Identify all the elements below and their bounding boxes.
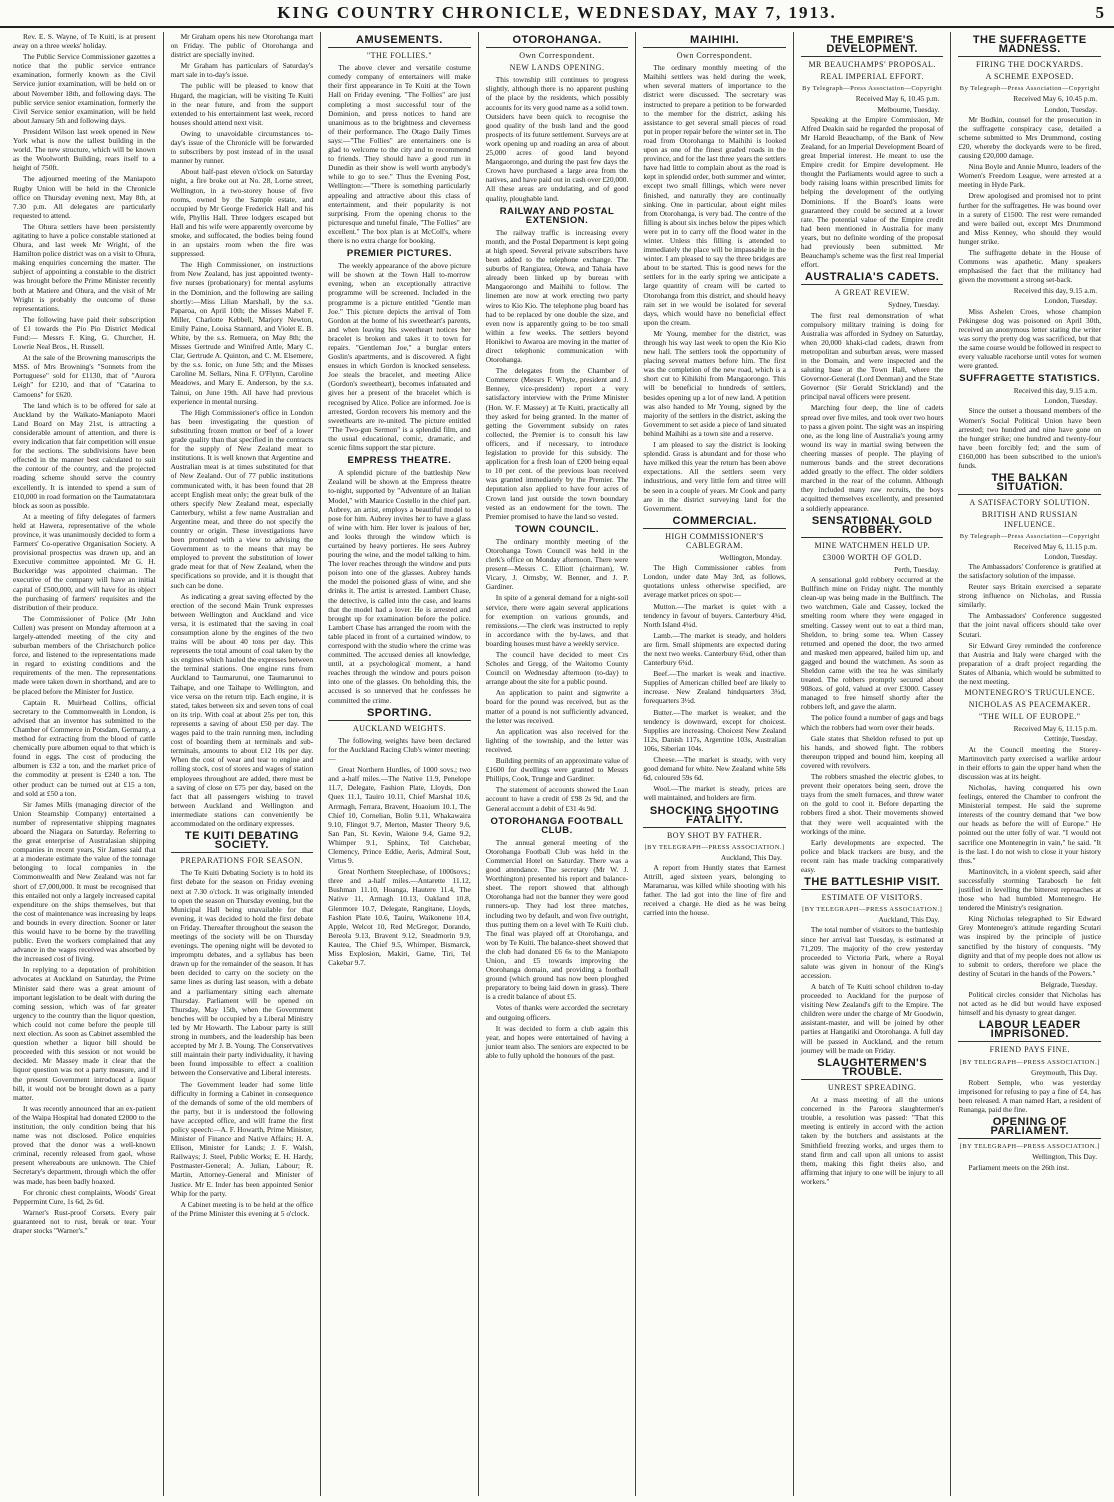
sub-heading: FIRING THE DOCKYARDS. [976, 60, 1084, 70]
paragraph: A batch of Te Kuiti school children to-day proceeded to Auckland for the purpose of visiting New Zealand's gift to the Empire. The children were under the charge of Mr Goodwin, assistant-master, and will be joined by other parties at Hangatiki and Otorohanga. A full day will be passed in Auckland, and the return journey will be made on Friday. [800, 982, 944, 1055]
paragraph: In spite of a general demand for a night-soil service, there were again several applications for exemption on various grounds, and remissions.—The clerk was instructed to reply in accordance with the by-laws, and that boarding houses must have a weekly service. [485, 593, 629, 648]
sub-heading: MONTENEGRO'S TRUCULENCE. [964, 688, 1096, 698]
column-2 [164, 32, 322, 1496]
sub-heading: "THE FOLLIES." [366, 51, 432, 61]
section-heading: TE KUITI DEBATING SOCIETY. [171, 832, 314, 853]
sub-heading: Own Correspondent. [676, 51, 753, 61]
dateline: Greymouth, This Day. [1031, 1067, 1098, 1077]
section-heading: LABOUR LEADER IMPRISONED. [958, 1021, 1101, 1042]
dateline: Sydney, Tuesday. [888, 300, 940, 310]
paragraph: At a mass meeting of all the unions concerned in the Pareora slaughtermen's trouble, a resolution was passed: "That this meeting is entirely in accord with the action taken by the butchers and assistants at the Smithfield freezing works, and urges them to stand firm and call upon all unions to assist them, making this fight theirs also, and affirming that injury to one will be injury to all workers." [800, 1095, 944, 1186]
telegraph-credit: By Telegraph—Press Association—Copyright [959, 532, 1100, 540]
paragraph: Robert Semple, who was yesterday imprisoned for refusing to pay a fine of £4, has been released. A man named Hart, a resident of Runanga, paid the fine. [958, 1077, 1102, 1115]
dateline: Received May 6, 11.15 p.m. [1013, 541, 1098, 551]
paragraph: Since the outset a thousand members of the Women's Social Political Union have been arrested; two hundred and nine have gone on the hunger strike; one hundred and twenty-four have been forcibly fed; and the sum of £160,000 has been subscribed to the union's funds. [958, 406, 1102, 471]
paragraph: The annual general meeting of the Otorohanga Football Club was held in the Commercial Hotel on Saturday. There was a good attendance. The secretary (Mr W. J. Worthington) presented his report and balance-sheet. The report showed that although Otorohanga had not the banner they were good runners-up. They had lost three matches, including two by default, and won five outright, thus putting them on a level with Te Kuiti club. The final was played off at Otorohanga, and won by Te Kuiti. The balance-sheet showed that the club had donated £6 6s to the Maniapoto Union, and £5 towards improving the Otorohanga domain, and providing a football ground (which ground has now been ploughed preparatory to being laid down in grass). There is a credit balance of about £5. [485, 837, 629, 1002]
dateline: Received May 6, 11.15 p.m. [1013, 724, 1098, 734]
paragraph: Great Northern Steeplechase, of 1000sovs.; three and a-half miles.—Antarette 11.12, Bushman 11.10, Hoanga, Hautere 11.4, The Native 11, Armagh 10.13, Oakland 10.8, Glenmore 10.7, Delegate, Rangitane, Lloyds, Fashion Plate 10.6, Tauiru, Waikonene 10.4, Apple, Welcot 10, Red McGregor, Dorando, Bereola 9.13, Bravent 9.12, Steadmorin 9.9, Kautea, The Chief 9.5, Whimper, Bismarck, Miss Explosion, Makiri, Game, Tiri, Tel Cakebar 9.7. [328, 867, 471, 968]
paragraph: The council have decided to meet Crs Scholes and Gregg, of the Waitomo County Council on Wednesday afternoon (to-day) to arrange about the site for a public pound. [485, 650, 629, 687]
section-heading: RAILWAY AND POSTAL EXTENSION. [499, 205, 615, 226]
section-heading: SENSATIONAL GOLD ROBBERY. [801, 517, 944, 538]
section-heading: OPENING OF PARLIAMENT. [958, 1118, 1101, 1139]
section-heading: TOWN COUNCIL. [515, 523, 599, 535]
section-heading: THE EMPIRE'S DEVELOPMENT. [801, 36, 944, 57]
paragraph: The Ambassadors' Conference is gratified at the satisfactory solution of the impasse. [958, 561, 1102, 580]
paragraph: King Nicholas telegraphed to Sir Edward Grey Montenegro's attitude regarding Scutari was inspired by the principle of justice sanctified by the history of conquests. "My dignity and that of my people does not allow us to submit to orders, therefore we place the destiny of Scutari in the hands of the Powers." [958, 914, 1102, 978]
section-heading: OTOROHANGA. [486, 36, 629, 48]
sub-heading: MINE WATCHMEN HELD UP. [814, 540, 930, 550]
telegraph-credit: [BY TELEGRAPH—PRESS ASSOCIATION.] [802, 906, 943, 914]
paragraph: An application was also received for the lighting of the township, and the letter was received. [485, 726, 629, 754]
paragraph: Lamb.—The market is steady, and holders are firm. Small shipments are expected during the next two weeks. Canterbury 6¼d, other than Canterbury 6¼d. [643, 630, 786, 668]
paragraph: Votes of thanks were accorded the secretary and outgoing officers. [485, 1003, 629, 1022]
column-1 [6, 32, 164, 1496]
paragraph: Sir James Mills (managing director of the Union Steamship Company) entertained a number of representative shipping magnates aboard the Niagara on Saturday. Referring to the great enterprise of Australasian shipping companies in recent years, Sir James said that at a moderate estimate the value of the tonnage belonging to local companies in the Commonwealth and New Zealand was not far short of £7,000,000. It must be recognised that this entailed not only a largely increased capital expenditure on the ships themselves, but that the cost of maintenance was increasing by leaps and bounds in every direction. Sooner or later this would have to be borne by the travelling public. Even the workers complained that any advance in the wages received was absorbed by the increased cost of living. [13, 799, 156, 964]
paragraph: The first real demonstration of what compulsory military training is doing for Australia was afforded in Sydney on Saturday, when 20,000 khaki-clad cadets, drawn from metropolitan and suburban areas, were massed in the Domain, and were inspected and the saluting base at the Town Hall, where the Governor-General (Lord Denman) and the State Governor (Sir Gerald Strickland) and the principal naval officers were present. [800, 310, 944, 402]
sub-heading: PREPARATIONS FOR SEASON. [180, 856, 304, 866]
paragraph: The police found a number of gags and bags which the robbers had worn over their heads. [800, 713, 944, 732]
paragraph: The land which is to be offered for sale at Auckland by the Waikato-Maniapoto Maori Land Board on May 21st, is attracting a considerable amount of attention, and there is every indication that fair competition will ensue for the sections. The subdivisions have been effected in the manner best calculated to suit the contour of the country, and the projected roading scheme should serve the country excellently. It is intended to spend a sum of £10,000 in road formation on the Taumatatotara block as soon as possible. [13, 400, 156, 510]
section-heading: MAIHIHI. [643, 36, 786, 48]
sub-heading: NICHOLAS AS PEACEMAKER. [968, 700, 1091, 710]
sub-heading: "THE WILL OF EUROPE." [979, 712, 1081, 722]
column-6 [794, 32, 952, 1496]
sub-heading: A GREAT REVIEW. [834, 288, 910, 298]
section-heading: EMPRESS THEATRE. [347, 455, 452, 467]
paragraph: At a meeting of fifty delegates of farmers held at Hawera, representative of the whole province, it was unanimously decided to form a Farmers' Co-operative Organisation Society. A provisional prospectus was drawn up, and an Executive committee appointed. Mr G. H. Buckeridge was appointed chairman. The executive of the company will have an initial capital of £500,000, and will have for its object the purchasing of farmers' requisites and the distribution of their produce. [13, 511, 156, 612]
paragraph: Nicholas, having conquered his own feelings, entered the Chamber to confront the Ministerial tempest. He said the supreme interests of the country demand that "we bow our heads as before the will of Europe." He pointed out the utter folly of war. "I would not sacrifice one Montenegrin in vain," he said. "It is the last. I do not wish to close it your history thus." [958, 782, 1102, 865]
paragraph: Mr Bodkin, counsel for the prosecution in the suffragette conspiracy case, detailed a scheme submitted to Mrs Drummond, costing £20, whereby the dockyards were to be fired, causing £20,000 damage. [958, 114, 1102, 161]
dateline: London, Tuesday. [1044, 396, 1098, 406]
dateline: Wellington, This Day. [1032, 1152, 1098, 1162]
paragraph: The adjourned meeting of the Maniapoto Rugby Union will be held in the Chronicle office on Thursday evening next, May 8th, at 7.30 p.m. All delegates are particularly requested to attend. [13, 174, 156, 220]
dateline: Received this day, 9.15 a.m. [1013, 386, 1098, 396]
sub-heading: BRITISH AND RUSSIAN INFLUENCE. [981, 510, 1078, 529]
telegraph-credit: By Telegraph—Press Association—Copyright [959, 85, 1100, 93]
paragraph: It was decided to form a club again this year, and hopes were entertained of having a junior team also. The seniors are expected to be able to fully uphold the honours of the past. [485, 1023, 629, 1060]
paragraph: At the sale of the Browning manuscripts the MSS. of Mrs Browning's "Sonnets from the Portuguese" sold for £1130, that of "Aurora Leigh" for £210, and that of "Catarina to Camoens" for £620. [13, 353, 156, 399]
telegraph-credit: By Telegraph—Press Association—Copyright [802, 85, 943, 93]
section-heading: THE BATTLESHIP VISIT. [801, 878, 944, 890]
paragraph: A splendid picture of the battleship New Zealand will be shown at the Empress theatre to-night, supported by "Adventure of an Italian Model," with Maurice Costello in the chief part. Aubrey, an artist, employs a beautiful model to pose for him. Aubrey invites her to have a glass of wine with him. Her lover is jealous of her, and looks through the window which is curtained by heavy portieres. He sees Aubrey pouring the wine, and the model talking to him. The lover reaches through the window and puts poison into one of the glasses. Aubrey hands the model the poisoned glass of wine, and she drinks it. The artist is arrested. Lambert Chase, the detective, is called into the case, and learns that the model had a lover. He is arrested and brought up for examination before the police. Lambert Chase has arranged the room with the table placed in front of a curtained window, to correspond with the studio where the crime was committed. The accused denies all knowledge, until, at a psychological moment, a hand reaches through the window and pours poison into one of the glasses. On beholding this, the accused is so unnerved that he confesses he committed the crime. [328, 468, 471, 705]
paragraph: Gale states that Sheldon refused to put up his hands, and showed fight. The robbers thereupon tripped and bound him, keeping all covered with revolvers. [800, 733, 944, 770]
sub-heading: MR BEAUCHAMPS' PROPOSAL. [808, 60, 936, 70]
paragraph: The High Commissioner cables from London, under date May 3rd, as follows, quotations unless otherwise specified, are average market prices on spot:— [643, 563, 786, 600]
section-heading: AUSTRALIA'S CADETS. [801, 273, 944, 285]
paragraph: The above clever and versatile costume comedy company of entertainers will make their first appearance in Te Kuiti at the Town Hall on Friday evening. "The Follies" are just completing a most successful tour of the Dominion, and press notices to hand are unanimous as to the brightness and cleverness of their performance. The Otago Daily Times says:—"The Follies" are entertainers one is glad to welcome to the city and to recommend to friends. They should have a good run in Dunedin as their show is well worth anybody's while to go to see." Thus the Evening Post, Wellington:—"There is something particularly appealing and attractive about this class of entertainment, and their popularity is not surprising. From the opening chorus to the picturesque and tuneful finale, "The Follies" are excellent." The box plan is at McColl's, where there is no extra charge for booking. [328, 63, 471, 245]
paragraph: Marching four deep, the line of cadets spread over five miles, and took over two hours to pass a given point. The sight was an inspiring one, as the long line of Australia's young army wound its way in martial swing between the cheering masses of people. The playing of numerous bands and the street decorations added greatly to the effect. The older soldiers marched in the rear of the column. Although they included many raw recruits, the boys acquitted themselves excellently, and presented a soldierly appearance. [800, 403, 944, 513]
section-heading: SLAUGHTERMEN'S TROUBLE. [801, 1059, 944, 1080]
paragraph: Great Northern Hurdles, of 1000 sovs.; two and a-half miles.—The Native 11.9, Penelope 11.7, Delegate, Fashion Plate, Lloyds, Don Quex 11.1, Tauiro 10.11, Chief Marshal 10.6, Arrmagh, Ferrara, Bravent, Hoaoium 10.1, The Chief 10, Cornelian, Bolin 9.11, Whakawaira 9.10, Flingot 9.7, Merton, Master Theory 9.6, San Pan, St. Kevin, Waione 9.4, Game 9.2, Whimper 9.1, Sphinx, Tel Catchebar, Clemency, Prince Eddie, Aeris, Admiral Sout, Virtus 9. [328, 765, 471, 866]
paragraph: Building permits of an approximate value of £1600 for dwellings were granted to Messrs Phillips, Cook, Trunge and Gardiner. [485, 756, 629, 784]
paragraph: The statement of accounts showed the Loan account to have a credit of £98 2s 9d, and the General account a debit of £31 4s 9d. [485, 785, 629, 813]
paragraph: For chronic chest complaints, Woods' Great Peppermint Cure, 1s 6d, 2s 6d. [13, 1187, 156, 1206]
paragraph: Reuter says Britain exercised a separate strong influence on Nicholas, and Russia similarly. [958, 582, 1102, 610]
paragraph: Captain R. Muirhead Collins, official secretary to the Commonwealth in London, is advised that an inventor has submitted to the Chamber of Commerce in Potsdam, Germany, a method for extracting from the blood of cattle chemically pure albumen equal to that which is found in eggs. The cost of producing the albumen is £32 a ton, and the market price of the commodity at present is £240 a ton. The other product can be turned out at £15 a ton, and sold at £50 a ton. [13, 697, 156, 798]
dateline: Received May 6, 10.45 p.m. [1013, 94, 1098, 104]
paragraph: A report from Huntly states that Earnest Attrill, aged sixteen years, belonging to Maramarua, was killed while shooting with his father. The lad got into the line of fire and received a charge. He died as he was being carried into the house. [643, 862, 786, 918]
paragraph: The Te Kuiti Debating Society is to hold its first debate for the season on Friday evening next at 7.30 o'clock. It was originally intended to open the season on Thursday evening, but the Municipal Hall being unavailable for that evening, it was decided to hold the first debate on Friday. Thereafter throughout the season the meetings of the society will be on Thursday evenings. The opening night will be devoted to impromptu debates, and a syllabus has been drawn up for the remainder of the season. It has been decided to carry on the society on the same lines as during last season, with a debate and a parliamentary sitting each alternate Thursday. Parliament will be opened on Thursday, May 15th, when the Government benches will be occupied by a Liberal Ministry led by Mr Howarth. The Labour party is still strong in numbers, and the leadership has been accepted by Mr J. B. Young. The Conservatives still maintain their party individuality, it having been found impossible to effect a coalition between the Conservative and Liberal interests. [170, 868, 314, 1078]
paragraph: The delegates from the Chamber of Commerce (Messrs F. Whyte, president and J. Benney, vice-president) report a very satisfactory interview with the Prime Minister (Hon. W. F. Massey) at Te Kuiti, practically all they asked for being granted. In the matter of getting the Government subsidy on rates collected, the Premier is to consult his law officers, and if necessary, to introduce legislation to provide for this subsidy. The application for a fresh loan of £200 being equal to 10 per cent. of the previous loan received was granted immediately by the Premier. The deputation also applied to have four acres of Crown land just outside the town boundary vested as an endowment for the town. The Premier promised to have the land so vested. [485, 366, 629, 521]
dateline: Melbourne, Tuesday. [877, 104, 940, 114]
paragraph: Parliament meets on the 26th inst. [968, 1162, 1070, 1172]
paragraph: Cheese.—The market is steady, with very good demand for white. New Zealand white 58s 6d, coloured 59s 6d. [643, 755, 786, 783]
paragraph: Nina Boyle and Annie Munro, leaders of the Women's Freedom League, were arrested at a meeting in Hyde Park. [958, 162, 1102, 190]
paragraph: Political circles consider that Nicholas has not acted as he did but would have exposed himself and his dynasty to great danger. [958, 990, 1102, 1018]
paragraph: The Ambassadors' Conference suggested that the joint naval officers should take over Scutari. [958, 611, 1102, 639]
dateline: London, Tuesday. [1044, 104, 1098, 114]
paragraph: The weekly appearance of the above picture will be shown at the Town Hall to-morrow evening, when an exceptionally attractive programme will be screened. Included in the programme is a picture entitled "Gentle man Joe." This picture depicts the arrival of Tom Gordon at the home of his sweetheart's parents, and when leaving his sweetheart notices her bracelet is broken and takes it to town for repairs. "Gentleman Joe," a burglar enters Goslin's apartments, and is discovered. A fight ensues in which Gordon is knocked senseless. Joe steals the bracelet, and meeting Alice (Gordon's sweetheart), becomes infatuated and gives her a present of the bracelet which is recognised by Alice. Police are informed. Joe is arrested, Gordon recovers his memory and the sweethearts are re-united. The picture entitled "The Two-gun Sermon" is a splendid film, and the usual educational, comic, dramatic, and scenic films support the star picture. [328, 261, 471, 453]
section-heading: COMMERCIAL. [643, 517, 786, 529]
dateline: Perth, Tuesday. [894, 564, 940, 574]
columns [6, 32, 1108, 1496]
paragraph: The Government leader had some little difficulty in forming a Cabinet in consequence of the demands of some of the old members of the party, but it is understood the following have accepted office, and will frame the first policy speech:—A. F. Howarth, Prime Minister, Minister of Finance and Native Affairs; H. A. Ellison, Minister for Lands; J. F. Walsh, Railways; J. Steel, Public Works; E. H. Hardy, Postmaster-General; A. Julian, Labour; R. Martin, Attorney-General and Minister of Justice. Mr E. Inder has been appointed Senior Whip for the party. [170, 1079, 314, 1198]
paragraph: In replying to a deputation of prohibition advocates at Auckland on Saturday, the Prime Minister said there was a great amount of important legislation to be dealt with during the coming session, which was of far greater urgency to the country than the liquor question, which could not come before the people till next election. As soon as Cabinet assembled the question whether a liquor bill should be proceeded with this session or not would be decided. Mr Massey made it clear that the liquor question was not a party measure, and if the present Government introduced a liquor bill, it would not be brought down as a party matter. [13, 965, 156, 1102]
paragraph: The Commissioner of Police (Mr John Cullen) was present on Monday afternoon at a largely-attended meeting of the city and suburban members of the Christchurch police force, and listened to the representations made in regard to existing conditions and the requirements of the men. The representations made were taken down in shorthand, and are to be placed before the Minister for Justice. [13, 613, 156, 696]
section-heading: THE SUFFRAGETTE MADNESS. [958, 36, 1101, 57]
paragraph: The High Commissioner's office in London has been investigating the question of substituting frozen mutton or beef of a lower grade quality than that specified in the contracts for the supply of New Zealand meat to institutions. It is well known that Argentine and Australian meat is at times substituted for that of New Zealand. Out of 77 public institutions communicated with, it has been found that 28 accept English meat only; the great bulk of the others specify New Zealand meat, especially Canterbury, whilst a few name Australian and Argentine meat, and three do not specify the country or origin. These investigations have been promoted with a view to advising the Government as to the means that may be employed to prevent the substitution of lower grade meat for that of New Zealand, when the specifications so provide, and it is thought that such can be done. [170, 407, 314, 590]
paragraph: Wool.—The market is steady, prices are well maintained, and holders are firm. [643, 784, 786, 803]
dateline: Auckland, This Day. [720, 852, 782, 862]
page-number: 5 [1095, 3, 1104, 22]
telegraph-credit: [BY TELEGRAPH—PRESS ASSOCIATION.] [644, 843, 785, 851]
paragraph: Early developments are expected. The police and black trackers are busy, and the recent rain has made tracking comparatively easy. [800, 837, 944, 874]
paragraph: Miss Ashelen Croes, whose champion Pekingese dog was poisoned on April 30th, received an anonymous letter stating the writer was sorry the pretty dog was sacrificed, but that the same course would be followed in respect to every valuable racehorse until votes for women were granted. [958, 306, 1102, 371]
paragraph: Speaking at the Empire Commission, Mr Alfred Deakin said he regarded the proposal of Mr Harold Beauchamp, of the Bank of New Zealand, for an Imperial Development Board of great Imperial interest. He meant to use the Empire credit for Empire development. He thought the Parliaments would agree to such a body raising loans within prescribed limits for helping the development of the outlying Dominions. If the Board's loans were guaranteed they could be secured at a lower rate. The potential value of the Empire credit had been mentioned in Australia for many years, but no definite wording of the proposal had previously been submitted. Mr Beauchamp's scheme was the first real Imperial effort. [800, 114, 944, 270]
sub-heading: AUCKLAND WEIGHTS. [352, 723, 447, 733]
sub-heading: ESTIMATE OF VISITORS. [821, 893, 923, 903]
paragraph: The Public Service Commissioner gazettes a notice that the public service entrance examination, formerly known as the Civil Service junior examination, will be held on or about November 18th, and following days. The public service senior examination, formerly the Civil Service senior examination, will be held about January 5th and following days. [13, 52, 156, 125]
paragraph: A Cabinet meeting is to be held at the office of the Prime Minister this evening at 5 o'clock. [170, 1199, 314, 1218]
dateline: Wellington, Monday. [719, 553, 782, 563]
section-heading: THE BALKAN SITUATION. [958, 474, 1101, 495]
paragraph: Sir Edward Grey reminded the conference that Austria and Italy were charged with the preparation of a draft project regarding the States of Albania, which would be submitted to the next meeting. [958, 640, 1102, 686]
paragraph: As indicating a great saving effected by the erection of the second Main Trunk expresses between Wellington and Auckland and vice versa, it is estimated that the saving in coal consumption alone by the engines of the two trains will be about 40 tons per day. This represents the total amount of coal taken by the six engines which hauled the expresses between the terminal stations. One engine runs from Auckland to Taumarunui, one Taumarunui to Taihape, and one Taihape to Wellington, and vice versa on the return trip. Each engine, it is stated, takes between six and seven tons of coal on its trip. With coal at about 25s per ton, this represents a saving of about £50 per day. The wages paid to the train running men, including cost of boarding them at terminals and sub-terminals, amounts to about £12 10s per day. When the cost of wear and tear to engine and rolling stock, cost of stores and wages of station employees throughout are added, there must be a saving of close on £75 per day, based on the fact that all passengers wishing to travel between Auckland and Wellington and intermediate stations can conveniently be accommodated on the ordinary expresses. [170, 591, 314, 828]
paragraph: The following weights have been declared for the Auckland Racing Club's winter meeting:— [328, 735, 471, 764]
paragraph: Mr Graham has particulars of Saturday's mart sale in to-day's issue. [170, 61, 314, 80]
masthead-title: KING COUNTRY CHRONICLE, WEDNESDAY, MAY 7, 1913. [277, 3, 837, 22]
sub-heading: BOY SHOT BY FATHER. [666, 830, 763, 840]
paragraph: Butter.—The market is weaker, and the tendency is downward, except for choicest. Supplies are increasing. Choicest New Zealand 112s, Danish 117s, Argentine 103s, Australian 106s, Siberian 104s. [643, 707, 786, 753]
sub-heading: FRIEND PAYS FINE. [989, 1045, 1070, 1055]
paragraph: Warner's Rust-proof Corsets. Every pair guaranteed not to rust, break or tear. Your draper stocks "Warner's." [13, 1207, 156, 1235]
paragraph: The railway traffic is increasing every month, and the Postal Department is kept going at high speed. Several private subscribers have been added to the telephone exchange. The suburbs of Rangiatea, Otewa, and Tahaia have already been linked up by bureau with Mangaorongo and Maihihi to follow. The linemen are now at work erecting two party wires to Kio Kio. The telephone plug board has had to be replaced by one double the size, and even now is apparently going to be too small within a few weeks. The settlers beyond Honikiwi to Awaroa are moving in the matter of direct telephonic communication with Otorohanga. [485, 227, 629, 365]
section-heading: SPORTING. [328, 709, 471, 721]
sub-heading: A SCHEME EXPOSED. [985, 72, 1074, 82]
section-heading: OTOROHANGA FOOTBALL CLUB. [490, 815, 624, 836]
paragraph: Rev. E. S. Wayne, of Te Kuiti, is at present away on a three weeks' holiday. [13, 32, 156, 51]
sub-heading: UNREST SPREADING. [827, 1082, 917, 1092]
paragraph: The ordinary monthly meeting of the Maihihi settlers was held during the week, when several matters of importance to the district were discussed. The secretary was instructed to prepare a petition to be forwarded to the member for the district, asking his assistance to get several small pieces of road put in proper repair before the winter set in. The road from Otorohanga to Maihihi is looked upon as one of the finest graded roads in the province, and for the last three years the settlers have had little to complain about as the road is kept in splendid order, both summer and winter, except two small fillings, which were never finished, and naturally they are continually sinking. One in particular, about eight miles from Otorohanga, is very bad. The centre of the filling is about six inches below the pipes which were put in to carry off the flood water in the winter. Unless this filling is attended to immediately the place will be impassable in the winter. I am pleased to say the three bridges are about to be started. This is good news for the settlers for in the early spring we anticipate a large quantity of cream will be carted to Otorohanga from this district, and should heavy rain set in we would be isolated for several days, which would have no beneficial effect upon the cream. [643, 63, 786, 327]
paragraph: The ordinary monthly meeting of the Otorohanga Town Council was held in the clerk's office on Monday afternoon. There were present—Messrs C. Elliott (chairman), W. Vicary, J. Ormsby, W. Benner, and J. P. Gardiner. [485, 536, 629, 592]
telegraph-credit: [BY TELEGRAPH—PRESS ASSOCIATION.] [959, 1058, 1100, 1066]
section-heading: SHOCKING SHOOTING FATALITY. [643, 807, 786, 828]
paragraph: Mr Young, member for the district, was through his way last week to open the Kio Kio new hall. The settlers took the opportunity of placing several matters before him. The first was the completion of the new road, which is a short cut to Kihikihi from Mangaorongo. This will be beneficial to hundreds of settlers, besides opening up a lot of new land. A petition was also handed to Mr Young, signed by the majority of the settlers in the district, asking the Government to set aside a piece of land situated behind Maihihi as a town site and a reserve. [643, 328, 786, 438]
dateline: London, Tuesday. [1044, 551, 1098, 561]
column-5 [636, 32, 794, 1496]
telegraph-credit: [BY TELEGRAPH—PRESS ASSOCIATION.] [959, 1143, 1100, 1151]
column-3 [321, 32, 479, 1496]
section-heading: SUFFRAGETTE STATISTICS. [959, 373, 1101, 385]
dateline: Received this day, 9.15 a.m. [1013, 286, 1098, 296]
sub-heading: REAL IMPERIAL EFFORT. [820, 72, 924, 82]
paragraph: The robbers smashed the electric globes, to prevent their operators being seen, drove the trays from the smelt furnaces, and threw water on the gold to cool it. Before departing the robbers fired a shot. Their movements showed that they were well acquainted with the workings of the mine. [800, 772, 944, 836]
paragraph: Drew apologised and promised not to print further for the suffragettes. He was bound over in a surety of £1500. The rest were remanded and were bailed out, except Mrs Drummond and Miss Kenney, who should they would hunger strike. [958, 191, 1102, 246]
paragraph: A sensational gold robbery occurred at the Bullfinch mine on Friday night. The monthly clean-up was being made in the Bullfinch. The two watchmen, Gale and Cassey, locked the smelting room where they were engaged in smelting. Cassey went out to eat a third man, Sheldon, to bring some tea. When Cassey returned and opened the door, the two armed and masked men appeared, bailed him up, and gagged and bound the watchmen. As soon as Sheldon came with the tea he was similarly treated. The robbers promptly secured about 908ozs. of gold, valued at over £3000. Cassey managed to free himself shortly after the robbers left, and gave the alarm. [800, 575, 944, 712]
dateline: Cettinje, Tuesday. [1043, 734, 1098, 744]
paragraph: Martinovitch, in a violent speech, said after successfully storming Tarabosch he felt justified in levelling the bitterest reproaches at those who had humbled Montenegro. He tendered the Ministry's resignation. [958, 866, 1102, 913]
paragraph: Mutton.—The market is quiet with a tendency in favour of buyers. Canterbury 4¾d, North Island 4¼d. [643, 601, 786, 629]
column-7 [951, 32, 1108, 1496]
paragraph: The suffragette debate in the House of Commons was apathetic. Many speakers emphasised the fact that the militancy had given the movement a strong set-back. [958, 247, 1102, 285]
paragraph: President Wilson last week opened in New York what is now the tallest building in the world. The new structure, which will be known as the Woolworth Building, rears itself to a height of 750ft. [13, 126, 156, 173]
sub-heading: £3000 WORTH OF GOLD. [822, 552, 922, 562]
section-heading: AMUSEMENTS. [328, 36, 471, 48]
paragraph: Beef.—The market is weak and inactive. Supplies of American chilled beef are likely to increase. New Zealand hindquarters 3¾d, forequarters 3½d. [643, 669, 786, 706]
dateline: Belgrade, Tuesday. [1040, 979, 1098, 989]
paragraph: Mr Graham opens his new Otorohanga mart on Friday. The public of Otorohanga and district are specially invited. [170, 32, 314, 60]
paragraph: An application to paint and signwrite a board for the pound was received, but as the matter of a pound is not sufficiently advanced, the letter was received. [485, 688, 629, 725]
column-4 [479, 32, 637, 1496]
section-heading: PREMIER PICTURES. [346, 248, 452, 260]
sub-heading: A SATISFACTORY SOLUTION. [969, 498, 1091, 508]
paragraph: The Ohura settlers have been persistently agitating to have a police constable stationed at Ohura, and last week Mr Wright, of the Hamilton police district was on a visit to Ohura, making enquiries concerning the matter. The subject of appointing a constable to the district was brought before the Prime Minister recently both at Matiere and Ohura, and the visit of Mr Wright is probably the outcome of those representations. [13, 221, 156, 313]
sub-heading: Own Correspondent. [519, 51, 595, 61]
paragraph: Owing to unavoidable circumstances to-day's issue of the Chronicle will be forwarded to subscribers by post instead of in the usual manner by runner. [170, 128, 314, 166]
paragraph: This township still continues to progress slightly, although there is no apparent pushing of the place by the residents, which possibly accounts for its very good name as a solid town. Outsiders have been quick to recognise the good quality of the bush land and the good prospects of its future settlement. Surveys are at work opening up and roading an area of about 25,000 acres of good land beyond Mangaorongo, and during the past few days the Crown have purchased a large area from the natives, and have paid out in cash over £20,000. All these areas are undulating, and of good quality, ploughable land. [485, 75, 629, 203]
paragraph: The public will be pleased to know that Hugard, the magician, will be visiting Te Kuiti in the near future, and from the support extended to his entertainment last week, record houses should attend next visit. [170, 81, 314, 127]
paragraph: The total number of visitors to the battleship since her arrival last Tuesday, is estimated at 71,209. The majority of the crew yesterday proceeded to Victoria Park, where a Royal salute was given in honour of the King's accession. [800, 925, 944, 980]
paragraph: At the Council meeting the Storey-Martinovitch party exercised a warlike ardour in their efforts to gain the upper hand when the discussion was at its height. [958, 744, 1102, 781]
dateline: London, Tuesday. [1044, 296, 1098, 306]
paragraph: The High Commissioner, on instructions from New Zealand, has just appointed twenty-five nurses (probationary) for mental asylums in the Dominion, and the following are sailing shortly:—Miss Lilian Marshall, by the s.s. Paparoa, on April 10th; the Misses Mabel F. Miller, Charlotte Kebbell, Marjory Newton, Emily Paine, Louisa Stannard, and Violet E. B. White, by the s.s. Remuera, on May 8th; the Misses Gertrude and Winifred Attle, Mary C. Clar, Gertrude A. Quinton, and C. M. Elsemere, by the s.s. Ionic, on June 5th; and the Misses Caroline M. Sellars, Nina F. O'Flynn, Caroline Meadows, and Mary E. Anderson, by the s.s. Tainui, on June 19th. All have had previous experience in mental nursing. [170, 260, 314, 406]
paragraph: I am pleased to say the district is looking splendid. Grass is abundant and for those who have milked this year the return has been above expectations. All the settlers seem very industrious, and very little fern and titree will be seen in a couple of years. Mr Cook and party are in the district surveying land for the Government. [643, 440, 786, 513]
paragraph: It was recently announced that an ex-patient of the Waipa Hospital had donated £2000 to the institution, the only condition being that his name was not disclosed. Police enquiries proved that the donor was a well-known criminal, recently released from gaol, whose present whereabouts are unknown. The Chief Secretary's department, through which the offer was made, has been badly hoaxed. [13, 1103, 156, 1186]
masthead [0, 0, 1114, 28]
dateline: Received May 6, 10.45 p.m. [855, 94, 940, 104]
sub-heading: HIGH COMMISSIONER'S CABLEGRAM. [665, 531, 764, 550]
dateline: Auckland, This Day. [878, 915, 940, 925]
paragraph: About half-past eleven o'clock on Saturday night, a fire broke out at No. 28, Lorne street, Wellington, in a two-storey house of five rooms, owned by the Sample estate, and occupied by Mr George Frederick Hall and his wife, Phyllis Hall. Three lodgers escaped but Hall and his wife were apparently overcome by smoke, and suffocated, the bodies being found in an upstairs room when the fire was suppressed. [170, 167, 314, 259]
sub-heading: NEW LANDS OPENING. [509, 63, 605, 73]
paragraph: The following have paid their subscription of £1 towards the Pio Pio District Medical Fund:— Messrs F. King, G. Churcher, H. Lowrie Neal Bros., H. Russell. [13, 314, 156, 352]
